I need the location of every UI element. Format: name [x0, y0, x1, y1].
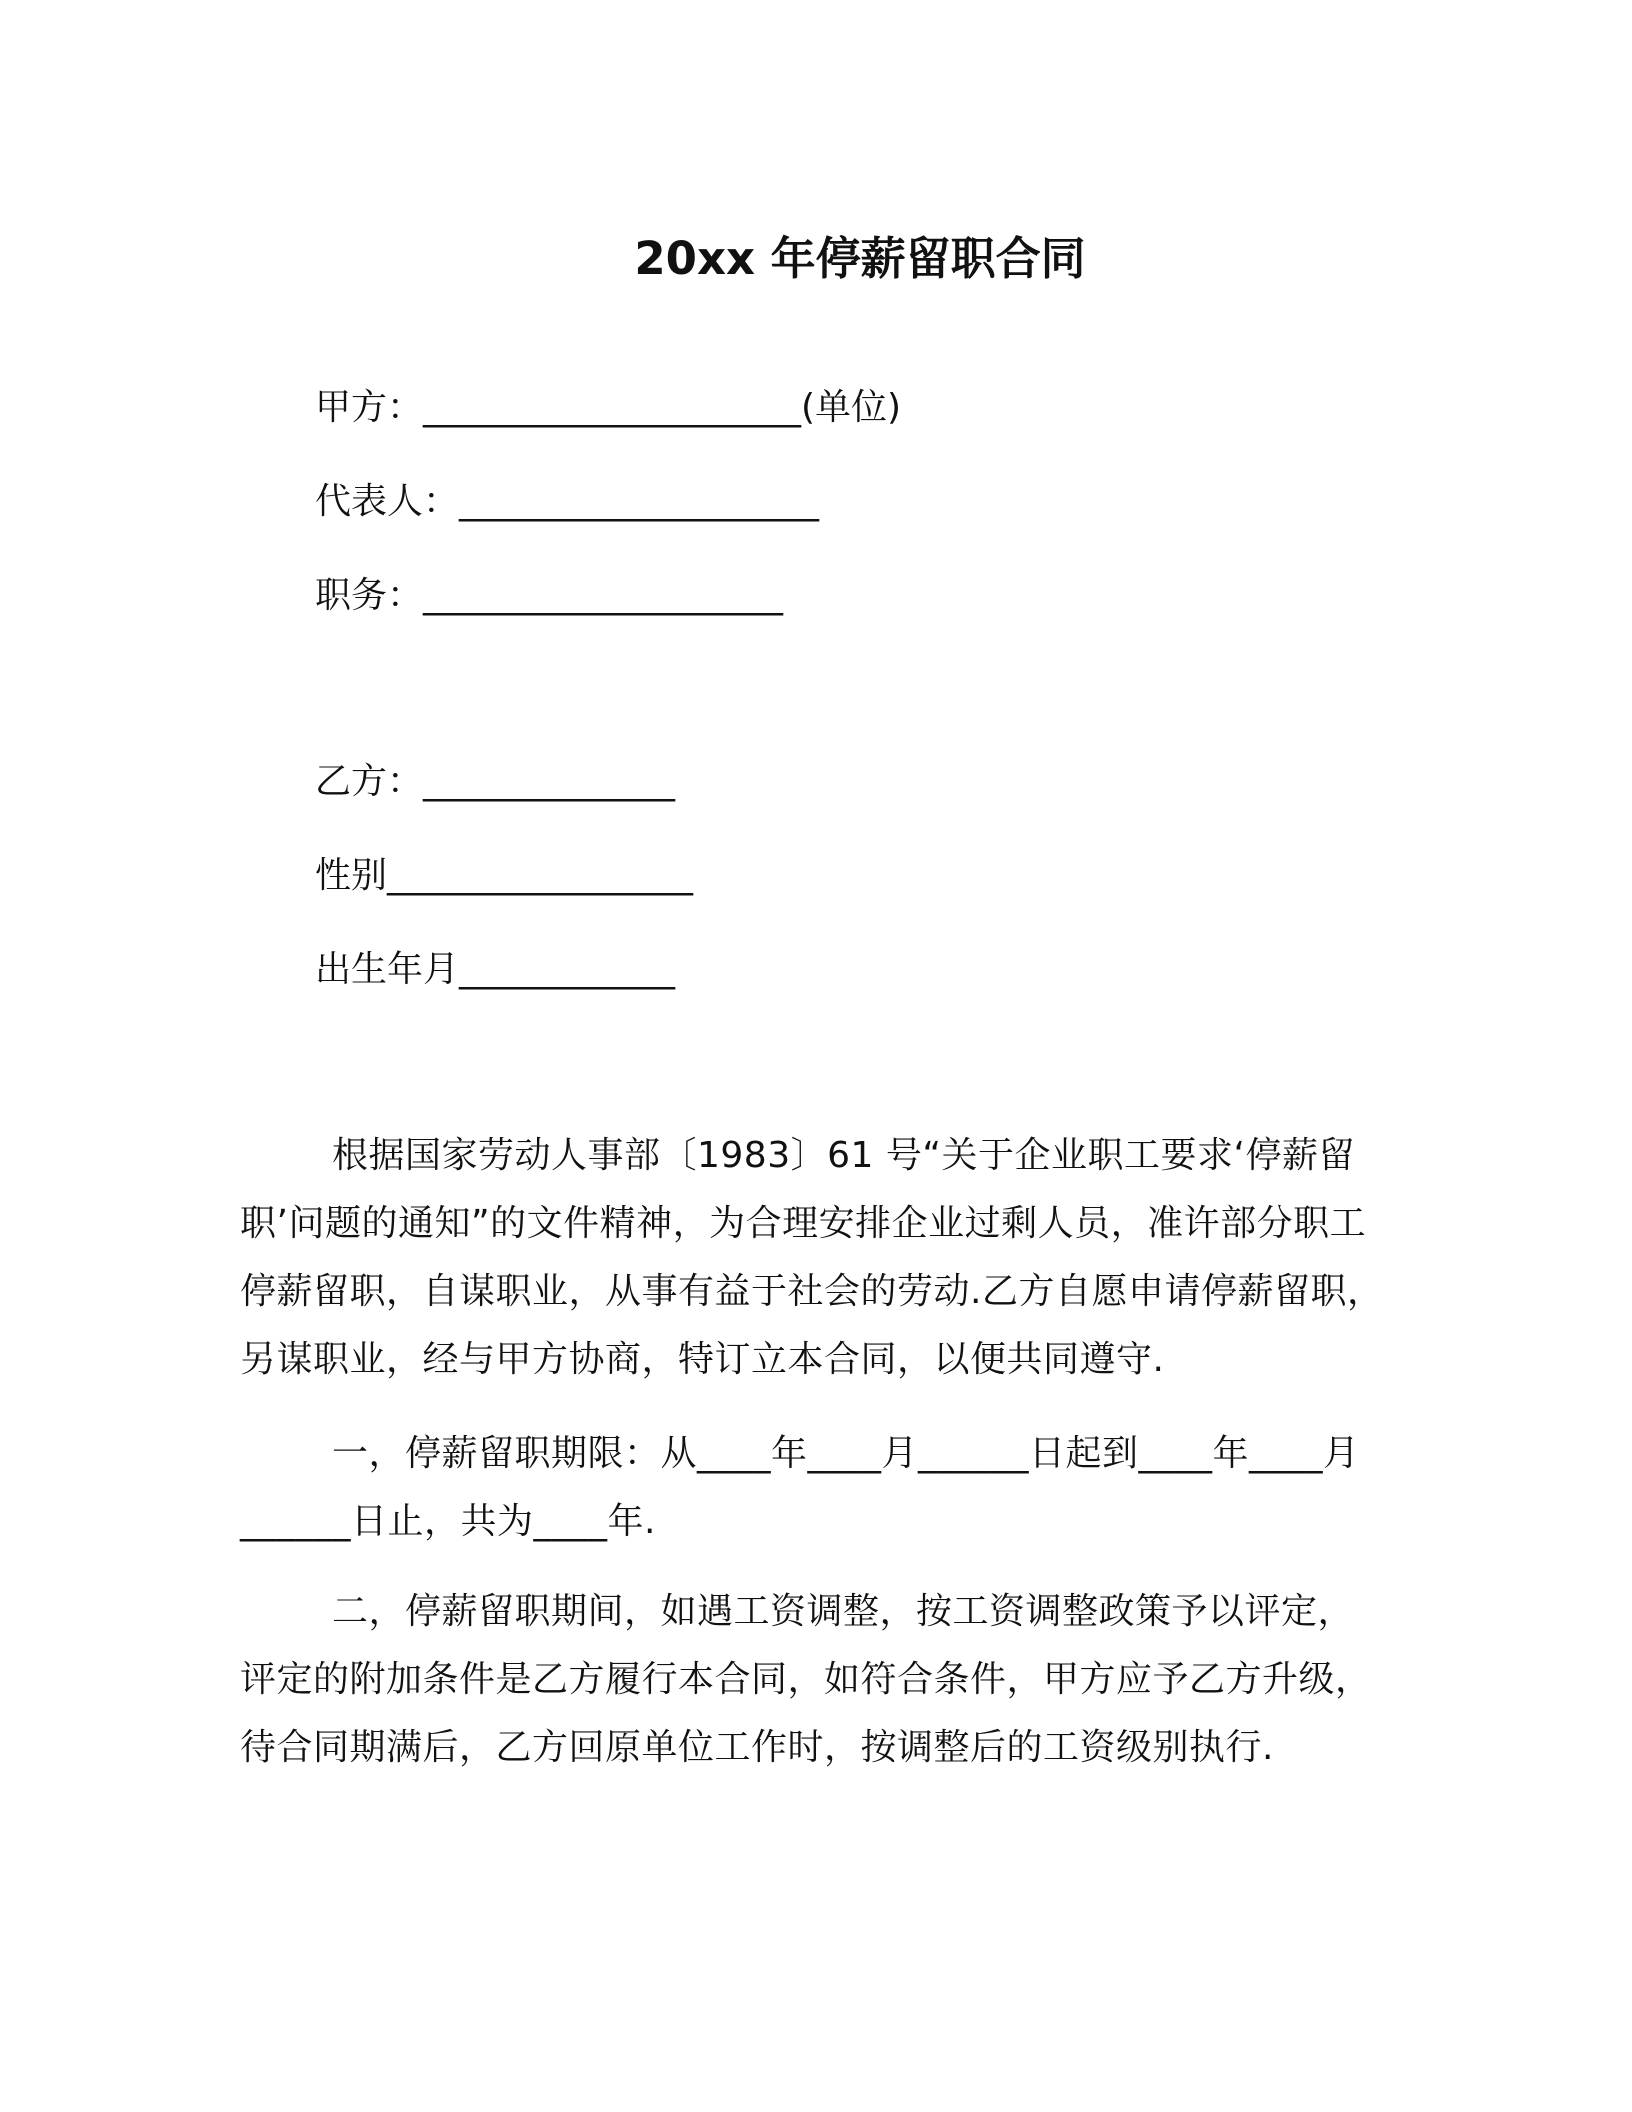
- party-a-position-field: 职务：____________________: [315, 575, 784, 616]
- party-a-name-field: 甲方：_____________________(单位): [315, 387, 902, 428]
- party-b-name-field: 乙方：______________: [315, 761, 676, 802]
- clause-one-paragraph: 一，停薪留职期限：从____年____月______日起到____年____月______日止，共为____年.: [240, 1433, 1360, 1542]
- party-b-gender-field: 性别_________________: [315, 855, 694, 896]
- party-b-birth-field: 出生年月____________: [315, 949, 676, 990]
- clause-two-paragraph: 二，停薪留职期间，如遇工资调整，按工资调整政策予以评定，评定的附加条件是乙方履行本合同，如符合条件，甲方应予乙方升级，待合同期满后，乙方回原单位工作时，按调整后的工资级别执行.: [240, 1591, 1372, 1768]
- document-title: 20xx 年停薪留职合同: [634, 232, 1086, 285]
- intro-paragraph: 根据国家劳动人事部〔1983〕61 号“关于企业职工要求‘停薪留职’问题的通知”的文件精神，为合理安排企业过剩人员，准许部分职工停薪留职，自谋职业，从事有益于社会的劳动.乙方自愿申请停薪留职，另谋职业，经与甲方协商，特订立本合同，以便共同遵守.: [240, 1135, 1384, 1380]
- party-a-representative-field: 代表人：____________________: [315, 481, 820, 522]
